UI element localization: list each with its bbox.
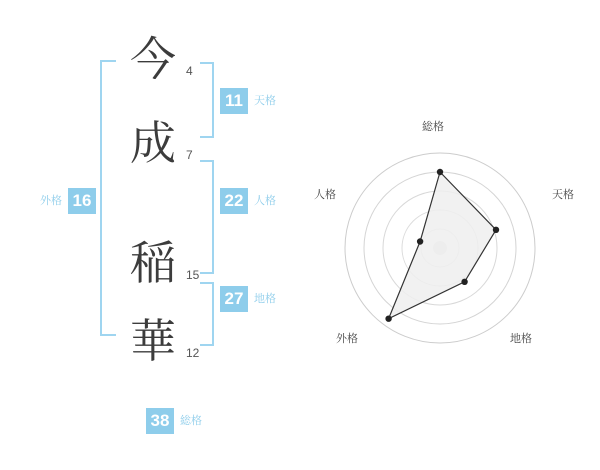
score-value-jinkaku: 22 [220, 188, 248, 214]
score-label-soukaku: 総格 [180, 415, 202, 427]
kanji-strokes-2: 7 [186, 148, 193, 162]
radar-point-人格 [417, 238, 423, 244]
radar-point-天格 [493, 227, 499, 233]
axis-label-tenkaku: 天格 [552, 189, 574, 201]
score-label-jinkaku: 人格 [254, 195, 276, 207]
axis-label-chikaku: 地格 [510, 333, 532, 345]
score-value-tenkaku: 11 [220, 88, 248, 114]
kanji-char-1: 今 [130, 32, 176, 86]
kanji-char-3: 稲 [130, 236, 176, 290]
kanji-strokes-3: 15 [186, 268, 200, 282]
score-label-gaikaku: 外格 [40, 195, 62, 207]
axis-label-gaikaku: 外格 [336, 333, 358, 345]
score-value-chikaku: 27 [220, 286, 248, 312]
gaikaku-bracket [100, 60, 116, 336]
kanji-strokes-1: 4 [186, 64, 193, 78]
radar-point-総格 [437, 169, 443, 175]
axis-label-soukaku: 総格 [422, 121, 444, 133]
score-value-gaikaku: 16 [68, 188, 96, 214]
radar-series-polygon [389, 172, 496, 319]
score-label-chikaku: 地格 [254, 293, 276, 305]
kanji-char-4: 華 [130, 314, 176, 368]
chikaku-bracket [200, 282, 214, 346]
score-value-soukaku: 38 [146, 408, 174, 434]
score-label-tenkaku: 天格 [254, 95, 276, 107]
jinkaku-bracket [200, 160, 214, 274]
radar-point-外格 [385, 316, 391, 322]
kanji-strokes-4: 12 [186, 346, 200, 360]
radar-chart-svg [300, 0, 600, 470]
radar-chart-panel [300, 0, 600, 470]
axis-label-jinkaku: 人格 [314, 189, 336, 201]
radar-point-地格 [461, 279, 467, 285]
kanji-char-2: 成 [130, 116, 176, 170]
tenkaku-bracket [200, 62, 214, 138]
